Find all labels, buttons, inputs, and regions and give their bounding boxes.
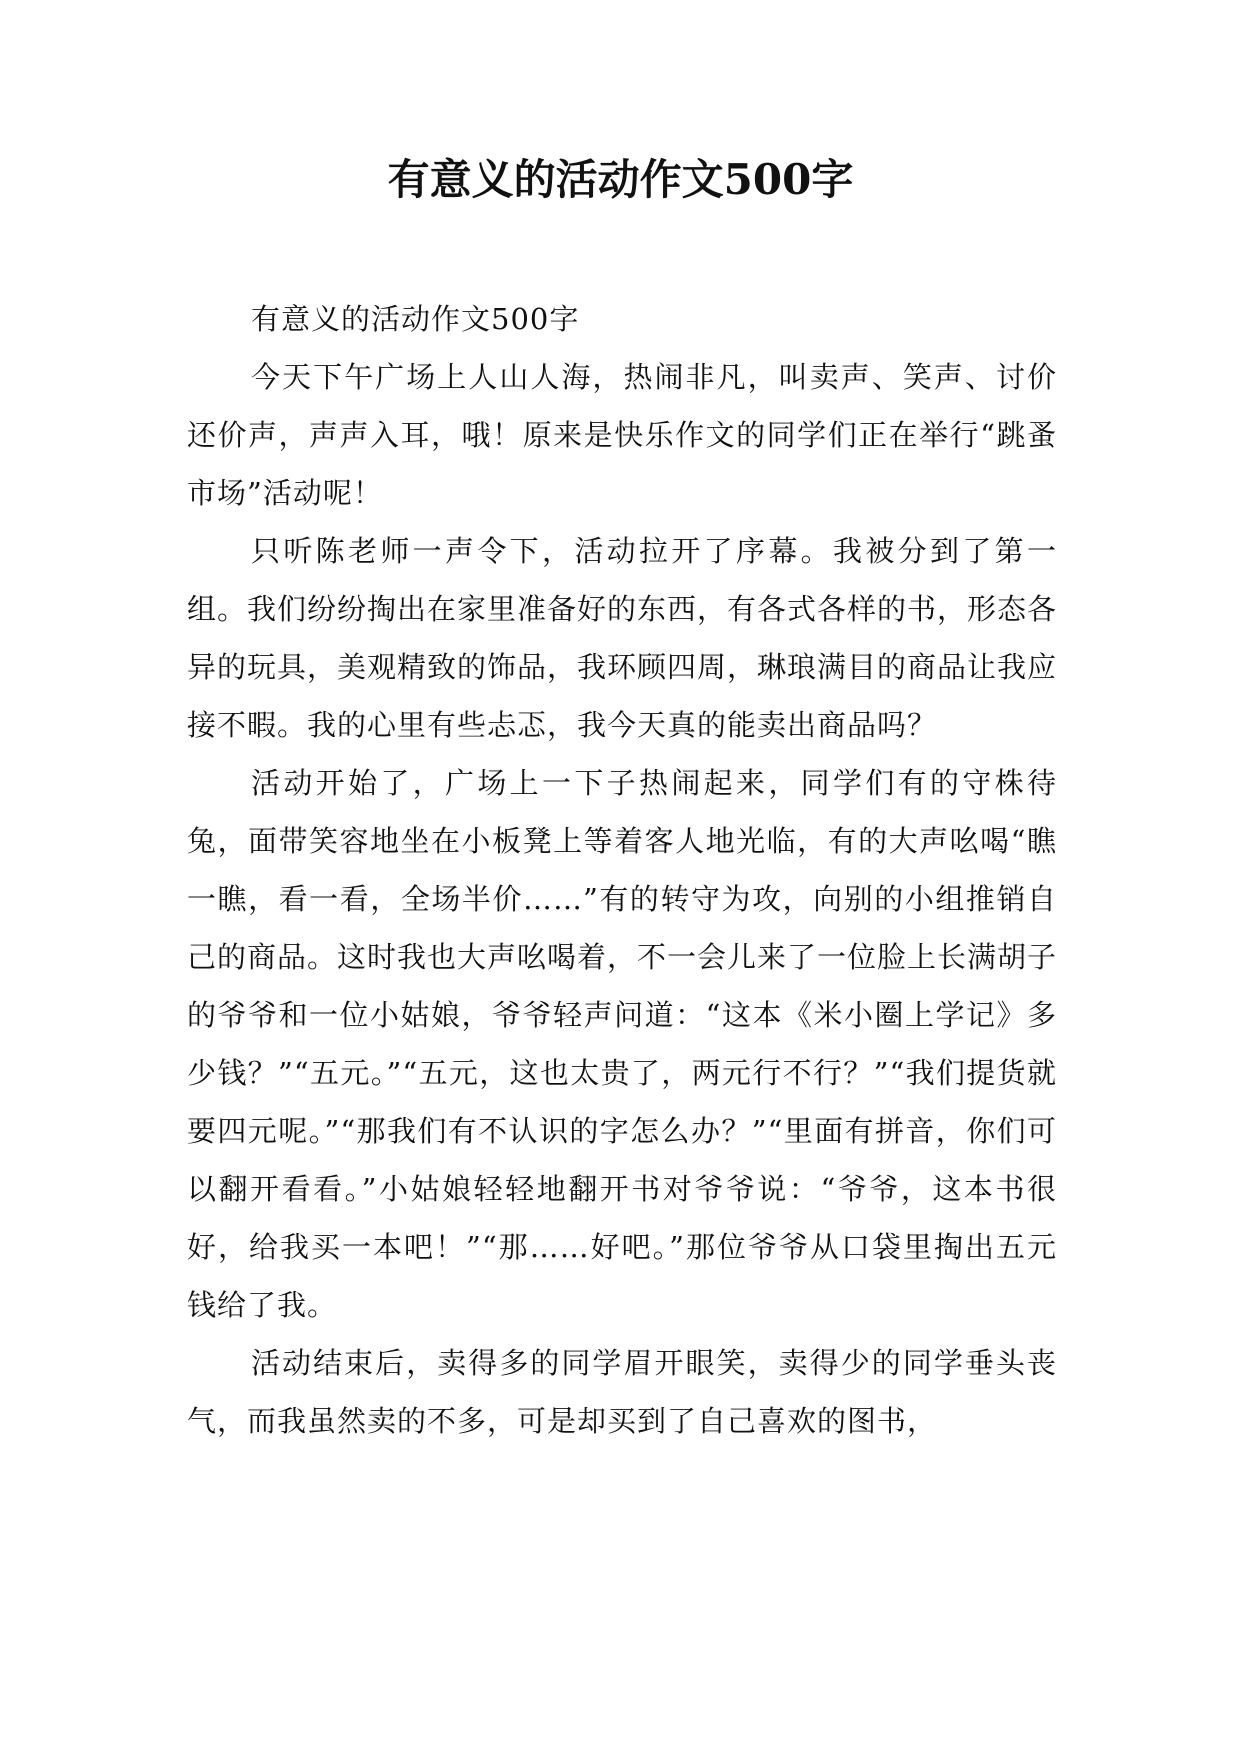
paragraph: 活动结束后，卖得多的同学眉开眼笑，卖得少的同学垂头丧气，而我虽然卖的不多，可是却买到了自己喜欢的图书， xyxy=(187,1346,1057,1438)
paragraph-subtitle: 有意义的活动作文500字 xyxy=(251,302,580,336)
paragraph: 活动开始了，广场上一下子热闹起来，同学们有的守株待兔，面带笑容地坐在小板凳上等着客人地光临，有的大声吆喝“瞧一瞧，看一看，全场半价……”有的转守为攻，向别的小组推销自己的商品。这时我也大声吆喝着，不一会儿来了一位脸上长满胡子的爷爷和一位小姑娘，爷爷轻声问道：“这本《米小圈上学记》多少钱？”“五元。”“五元，这也太贵了，两元行不行？”“我们提货就要四元呢。”“那我们有不认识的字怎么办？”“里面有拼音，你们可以翻开看看。”小姑娘轻轻地翻开书对爷爷说：“爷爷，这本书很好，给我买一本吧！”“那……好吧。”那位爷爷从口袋里掏出五元钱给了我。 xyxy=(187,766,1058,1322)
document-body xyxy=(187,290,1057,1450)
paragraph: 今天下午广场上人山人海，热闹非凡，叫卖声、笑声、讨价还价声，声声入耳，哦！原来是快乐作文的同学们正在举行“跳蚤市场”活动呢！ xyxy=(187,360,1057,510)
paragraph: 只听陈老师一声令下，活动拉开了序幕。我被分到了第一组。我们纷纷掏出在家里准备好的东西，有各式各样的书，形态各异的玩具，美观精致的饰品，我环顾四周，琳琅满目的商品让我应接不暇。我的心里有些忐忑，我今天真的能卖出商品吗？ xyxy=(187,534,1058,742)
document-title: 有意义的活动作文500字 xyxy=(387,155,854,204)
